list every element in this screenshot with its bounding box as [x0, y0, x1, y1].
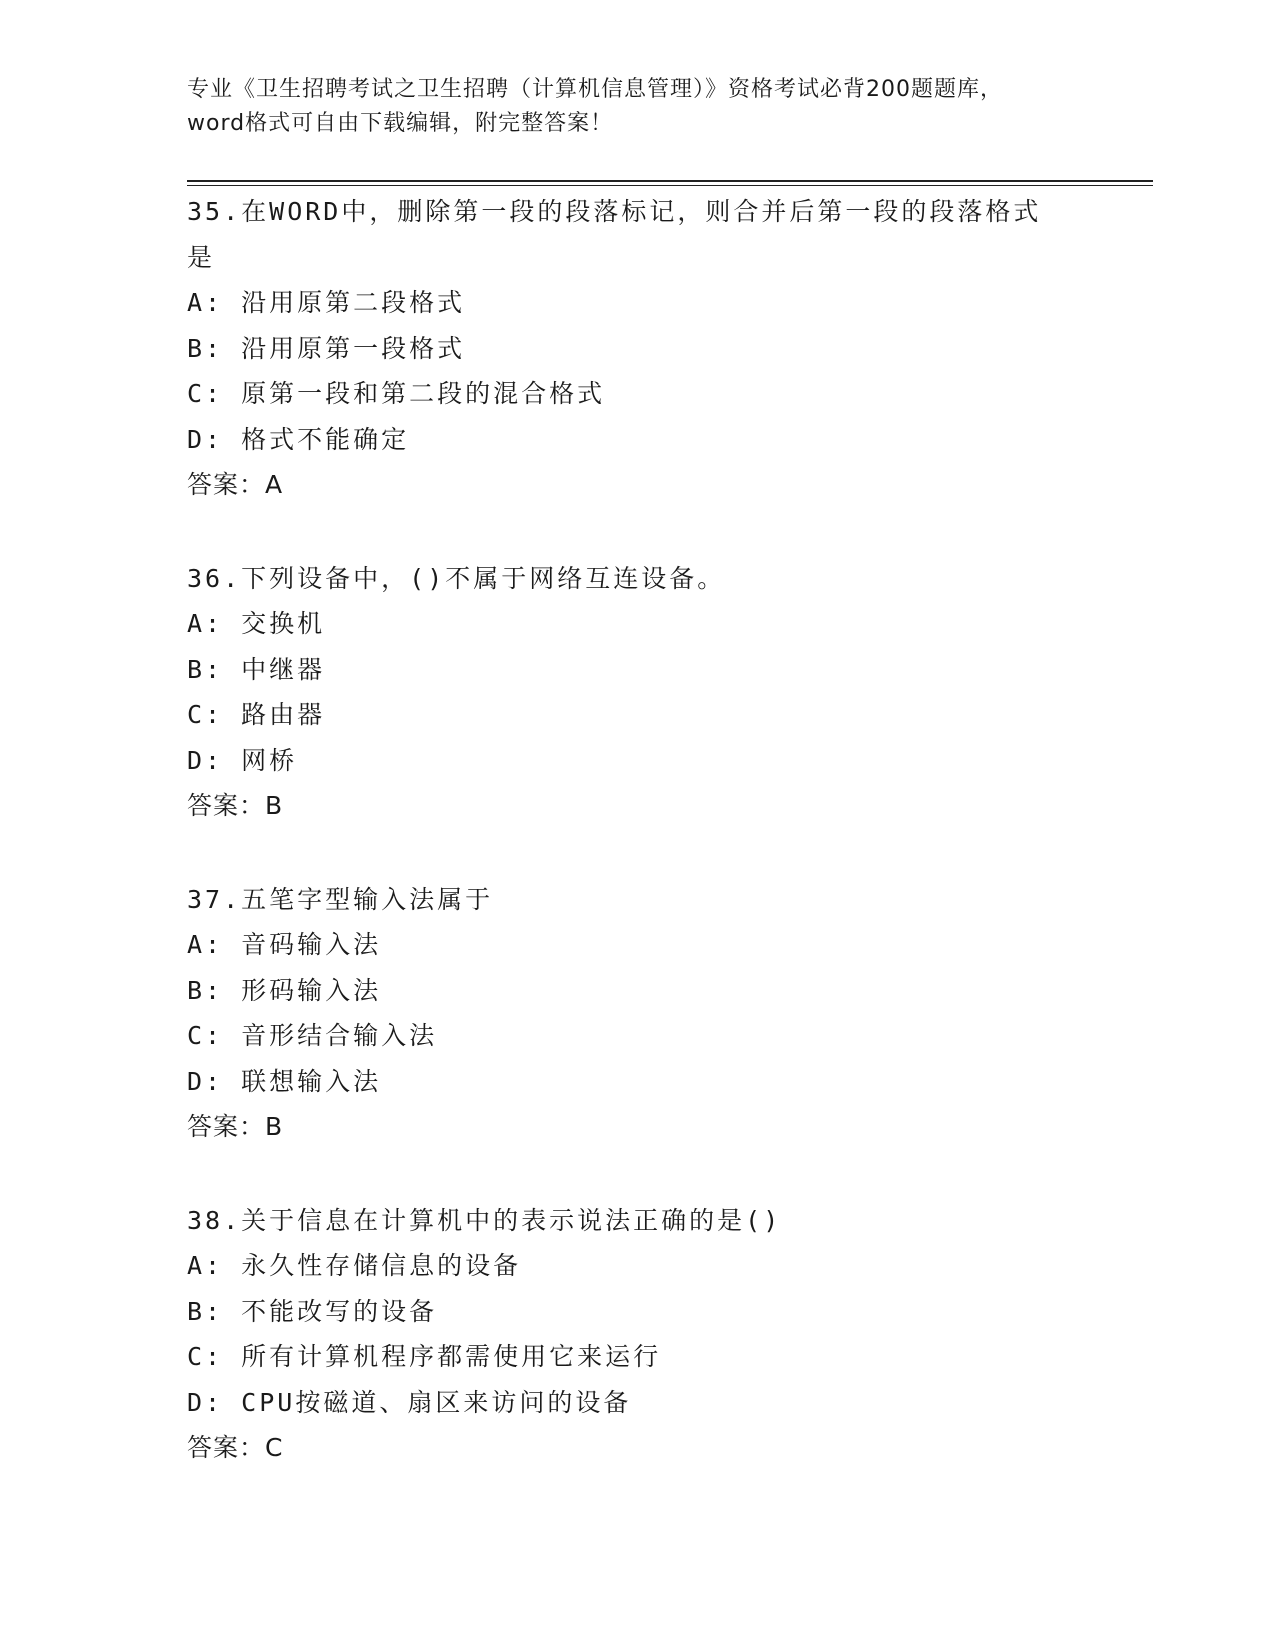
- option-key: C:: [187, 1021, 224, 1050]
- option-text: 所有计算机程序都需使用它来运行: [241, 1342, 662, 1371]
- option-text: CPU按磁道、扇区来访问的设备: [241, 1387, 632, 1417]
- option-text: 永久性存储信息的设备: [241, 1251, 522, 1280]
- option-a: [187, 601, 1087, 647]
- option-text: 中继器: [241, 654, 326, 684]
- option-key: B:: [187, 654, 224, 684]
- option-text: 沿用原第一段格式: [241, 333, 466, 363]
- option-text: 音形结合输入法: [241, 1021, 438, 1050]
- header-line-2: word格式可自由下载编辑，附完整答案！: [187, 111, 614, 136]
- question-text: [187, 877, 1087, 923]
- option-d: [187, 1059, 1087, 1105]
- option-key: B:: [187, 975, 224, 1005]
- option-key: C:: [187, 700, 224, 729]
- answer-label: 答案：: [187, 791, 266, 820]
- option-key: A:: [187, 609, 224, 638]
- option-d: [187, 1380, 1087, 1426]
- option-text: 联想输入法: [241, 1066, 382, 1096]
- option-key: A:: [187, 288, 224, 317]
- answer-line: [187, 783, 1087, 829]
- option-d: [187, 417, 1087, 463]
- question-text: [187, 556, 1087, 602]
- question-stem: 五笔字型输入法属于: [241, 884, 494, 914]
- option-key: D:: [187, 1066, 224, 1096]
- header-line-1: 专业《卫生招聘考试之卫生招聘（计算机信息管理）》资格考试必背200题题库，: [187, 77, 1003, 102]
- question-35: [187, 189, 1087, 508]
- answer-value: C: [265, 1433, 284, 1462]
- question-37: [187, 877, 1087, 1150]
- option-key: C:: [187, 1342, 224, 1371]
- question-36: [187, 556, 1087, 829]
- option-key: A:: [187, 930, 224, 959]
- option-c: [187, 1334, 1087, 1380]
- option-text: 沿用原第二段格式: [241, 288, 466, 317]
- option-a: [187, 1243, 1087, 1289]
- option-b: [187, 326, 1087, 372]
- answer-label: 答案：: [187, 470, 266, 499]
- question-number: 38.: [187, 1205, 242, 1235]
- question-number: 35.: [187, 197, 242, 226]
- answer-value: B: [265, 1112, 284, 1141]
- question-text: [187, 1198, 1087, 1244]
- option-text: 格式不能确定: [241, 424, 410, 454]
- option-a: [187, 280, 1087, 326]
- header-divider-thin: [187, 185, 1153, 186]
- option-text: 路由器: [241, 700, 326, 729]
- answer-line: [187, 1425, 1087, 1471]
- option-key: C:: [187, 379, 224, 408]
- question-38: [187, 1198, 1087, 1471]
- option-text: 原第一段和第二段的混合格式: [241, 379, 606, 408]
- answer-value: B: [265, 791, 284, 820]
- option-text: 音码输入法: [241, 930, 382, 959]
- option-text: 交换机: [241, 609, 326, 638]
- option-key: B:: [187, 333, 224, 363]
- option-c: [187, 692, 1087, 738]
- answer-label: 答案：: [187, 1433, 266, 1462]
- header-divider-thick: [187, 180, 1153, 182]
- answer-line: [187, 462, 1087, 508]
- answer-line: [187, 1104, 1087, 1150]
- option-text: 不能改写的设备: [241, 1296, 438, 1326]
- option-b: [187, 647, 1087, 693]
- option-text: 形码输入法: [241, 975, 382, 1005]
- option-key: B:: [187, 1296, 224, 1326]
- question-list: [187, 189, 1087, 1519]
- question-number: 37.: [187, 884, 242, 914]
- question-stem: 关于信息在计算机中的表示说法正确的是(): [241, 1205, 782, 1235]
- option-key: D:: [187, 424, 224, 454]
- question-text: [187, 189, 1087, 235]
- answer-value: A: [265, 470, 284, 499]
- option-c: [187, 1013, 1087, 1059]
- question-number: 36.: [187, 563, 242, 593]
- answer-label: 答案：: [187, 1112, 266, 1141]
- option-key: A:: [187, 1251, 224, 1280]
- option-b: [187, 1289, 1087, 1335]
- option-a: [187, 922, 1087, 968]
- question-stem: 在WORD中，删除第一段的段落标记，则合并后第一段的段落格式: [241, 197, 1042, 226]
- option-key: D:: [187, 745, 224, 775]
- document-header: [187, 73, 1087, 141]
- question-text-continued: 是: [187, 242, 216, 272]
- question-stem: 下列设备中，()不属于网络互连设备。: [241, 563, 726, 593]
- option-d: [187, 738, 1087, 784]
- option-b: [187, 968, 1087, 1014]
- option-text: 网桥: [241, 745, 298, 775]
- option-c: [187, 371, 1087, 417]
- option-key: D:: [187, 1387, 224, 1417]
